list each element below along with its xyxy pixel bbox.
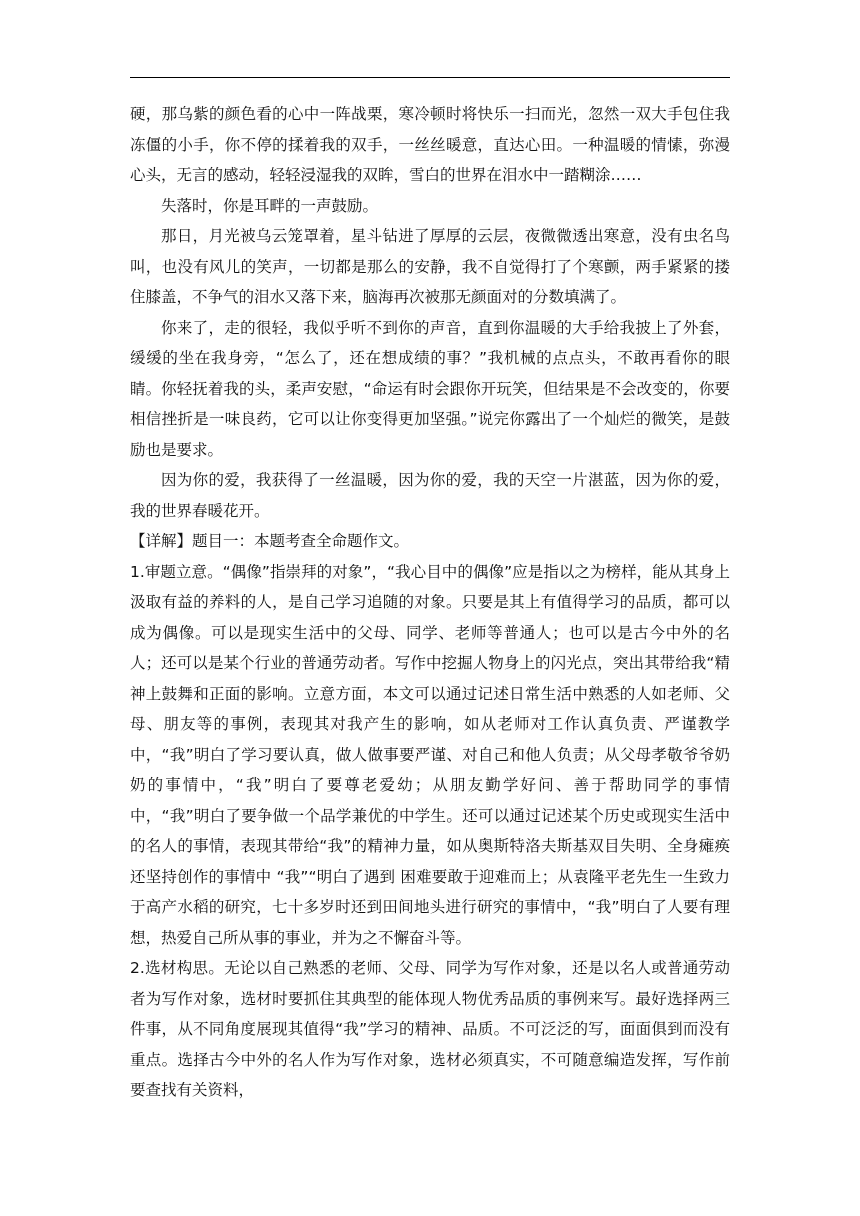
paragraph: 你来了，走的很轻，我似乎听不到你的声音，直到你温暖的大手给我披上了外套，缓缓的坐在我身旁，“怎么了，还在想成绩的事？”我机械的点点头，不敢再看你的眼睛。你轻抚着我的头，柔声安慰，“命运有时会跟你开玩笑，但结果是不会改变的，你要相信挫折是一味良药，它可以让你变得更加坚强。”说完你露出了一个灿烂的微笑，是鼓励也是要求。 xyxy=(130,318,730,459)
paragraph: 2.选材构思。无论以自己熟悉的老师、父母、同学为写作对象，还是以名人或普通劳动者为写作对象，选材时要抓住其典型的能体现人物优秀品质的事例来写。最好选择两三件事，从不同角度展现其值得“我”学习的精神、品质。不可泛泛的写，面面俱到而没有重点。选择古今中外的名人作为写作对象，选材必须真实，不可随意编造发挥，写作前要查找有关资料， xyxy=(130,959,730,1099)
paragraph: 硬，那乌紫的颜色看的心中一阵战栗，寒冷顿时将快乐一扫而光，忽然一双大手包住我冻僵的小手，你不停的揉着我的双手，一丝丝暖意，直达心田。一种温暖的情愫，弥漫心头，无言的感动，轻轻浸湿我的双眸，雪白的世界在泪水中一踏糊涂…… xyxy=(130,105,730,184)
paragraph: 因为你的爱，我获得了一丝温暖，因为你的爱，我的天空一片湛蓝，因为你的爱，我的世界春暖花开。 xyxy=(130,471,730,520)
paragraph: 那日，月光被乌云笼罩着，星斗钻进了厚厚的云层，夜微微透出寒意，没有虫名鸟叫，也没有风儿的笑声，一切都是那么的安静，我不自觉得打了个寒颤，两手紧紧的搂住膝盖，不争气的泪水又落下来，脑海再次被那无颜面对的分数填满了。 xyxy=(130,227,730,306)
document-body xyxy=(130,99,730,1106)
header-rule xyxy=(130,77,730,78)
paragraph: 失落时，你是耳畔的一声鼓励。 xyxy=(161,196,379,215)
detail-heading: 【详解】题目一：本题考查全命题作文。 xyxy=(130,532,410,550)
paragraph: 1.审题立意。“偶像”指崇拜的对象”，“我心目中的偶像”应是指以之为榜样，能从其身上汲取有益的养料的人，是自己学习追随的对象。只要是其上有值得学习的品质，都可以成为偶像。可以是现实生活中的父母、同学、老师等普通人；也可以是古今中外的名人；还可以是某个行业的普通劳动者。写作中挖掘人物身上的闪光点，突出其带给我“精神上鼓舞和正面的影响。立意方面，本文可以通过记述日常生活中熟悉的人如老师、父母、朋友等的事例，表现其对我产生的影响，如从老师对工作认真负责、严谨教学中，“我”明白了学习要认真，做人做事要严谨、对自己和他人负责；从父母孝敬爷爷奶奶的事情中，“我”明白了要尊老爱幼；从朋友勤学好问、善于帮助同学的事情中，“我”明白了要争做一个品学兼优的中学生。还可以通过记述某个历史或现实生活中的名人的事情，表现其带给“我”的精神力量，如从奥斯特洛夫斯基双目失明、全身瘫痪还坚持创作的事情中 “我”“明白了遇到 困难要敢于迎难而上；从袁隆平老先生一生致力于高产水稻的研究，七十多岁时还到田间地头进行研究的事情中，“我”明白了人要有理想，热爱自己所从事的事业，并为之不懈奋斗等。 xyxy=(130,562,730,947)
